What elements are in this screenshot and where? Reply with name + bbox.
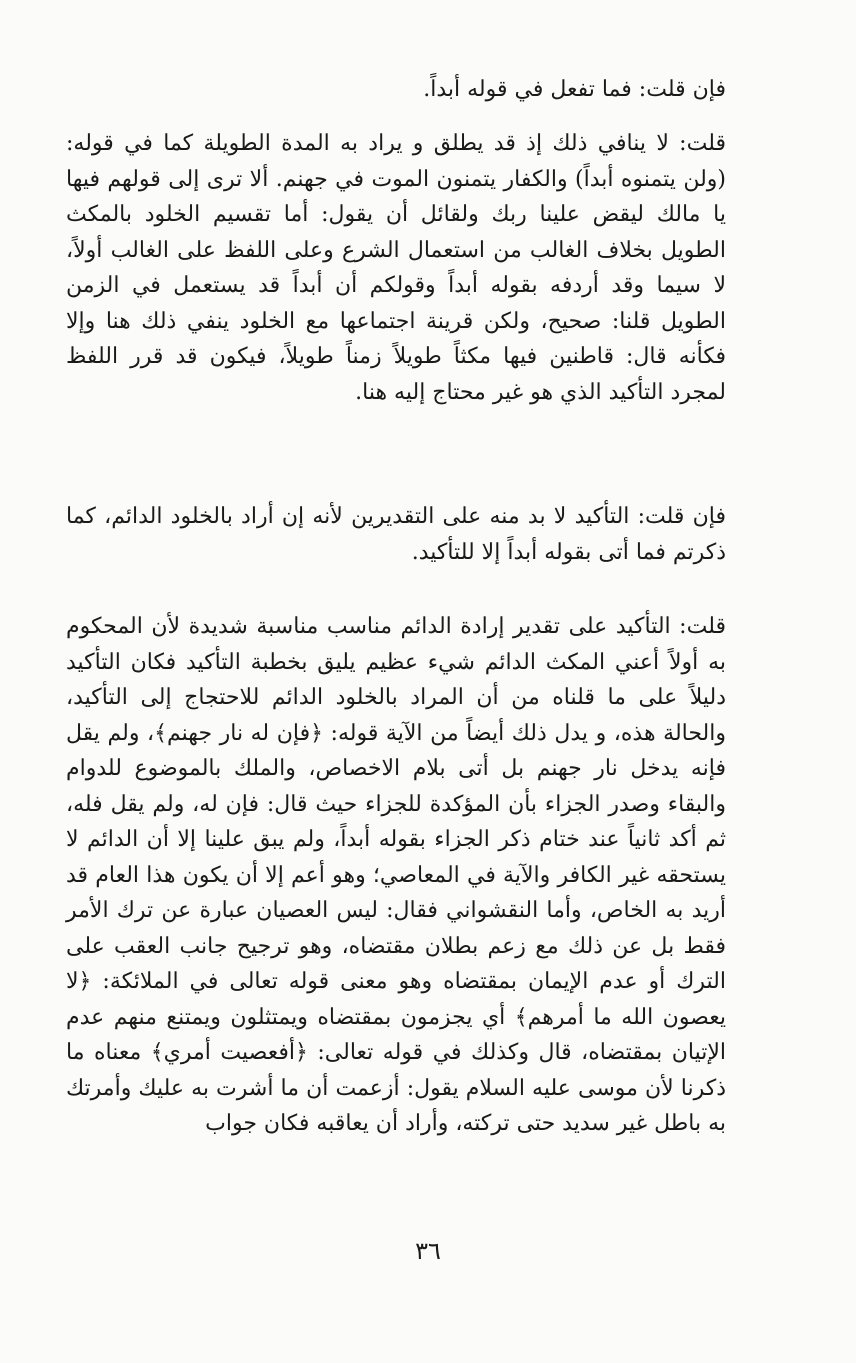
paragraph-question-2: فإن قلت: التأكيد لا بد منه على التقديرين لأنه إن أراد بالخلود الدائم، كما ذكرتم فما أتى بقوله أبداً إلا للتأكيد.: [66, 504, 726, 565]
page-number: ٣٦: [415, 1237, 441, 1265]
paragraph-answer-2: قلت: التأكيد على تقدير إرادة الدائم مناسب مناسبة شديدة لأن المحكوم به أولاً أعني المكث الدائم شيء عظيم يليق بخطبة التأكيد فكان التأكيد دليلاً على ما قلناه من أن المراد بالخلود الدائم للاحتجاج إلى التأكيد، والحالة هذه، و يدل ذلك أيضاً من الآية قوله: ﴿فإن له نار جهنم﴾، ولم يقل فإنه يدخل نار جهنم بل أتى بلام الاخصاص، والملك بالموضوع للدوام والبقاء وصدر الجزاء بأن المؤكدة للجزاء حيث قال: فإن له، ولم يقل فله، ثم أكد ثانياً عند ختام ذكر الجزاء بقوله أبداً، ولم يبق علينا إلا أن الدائم لا يستحقه غير الكافر والآية في المعاصي؛ وهو أعم إلا أن يكون هذا العام قد أريد به الخاص، وأما النقشواني فقال: ليس العصيان عبارة عن ترك الأمر فقط بل عن ذلك مع زعم بطلان مقتضاه، وهو ترجيح جانب العقب على الترك أو عدم الإيمان بمقتضاه وهو معنى قوله تعالى في الملائكة: ﴿لا يعصون الله ما أمرهم﴾ أي يجزمون بمقتضاه ويمتثلون ويمتنع منهم عدم الإتيان بمقتضاه، قال وكذلك في قوله تعالى: ﴿أفعصيت أمري﴾ معناه ما ذكرنا لأن موسى عليه السلام يقول: أزعمت أن ما أشرت به عليك وأمرتك به باطل غير سديد حتى تركته، وأراد أن يعاقبه فكان جواب: [66, 614, 726, 1136]
paragraph-answer-1: قلت: لا ينافي ذلك إذ قد يطلق و يراد به المدة الطويلة كما في قوله: (ولن يتمنوه أبداً) والكفار يتمنون الموت في جهنم. ألا ترى إلى قولهم فيها يا مالك ليقض علينا ربك ولقائل أن يقول: أما تقسيم الخلود بالمكث الطويل بخلاف الغالب من استعمال الشرع وعلى اللفظ على الغالب أولاً، لا سيما وقد أردفه بقوله أبداً وقولكم أن أبداً قد يستعمل في الزمن الطويل قلنا: صحيح، ولكن قرينة اجتماعها مع الخلود ينفي ذلك هنا وإلا فكأنه قال: قاطنين فيها مكثاً طويلاً زمناً طويلاً، فيكون قد قرر اللفظ لمجرد التأكيد الذي هو غير محتاج إليه هنا.: [66, 131, 726, 405]
paragraph-question-1: فإن قلت: فما تفعل في قوله أبداً.: [423, 77, 726, 102]
